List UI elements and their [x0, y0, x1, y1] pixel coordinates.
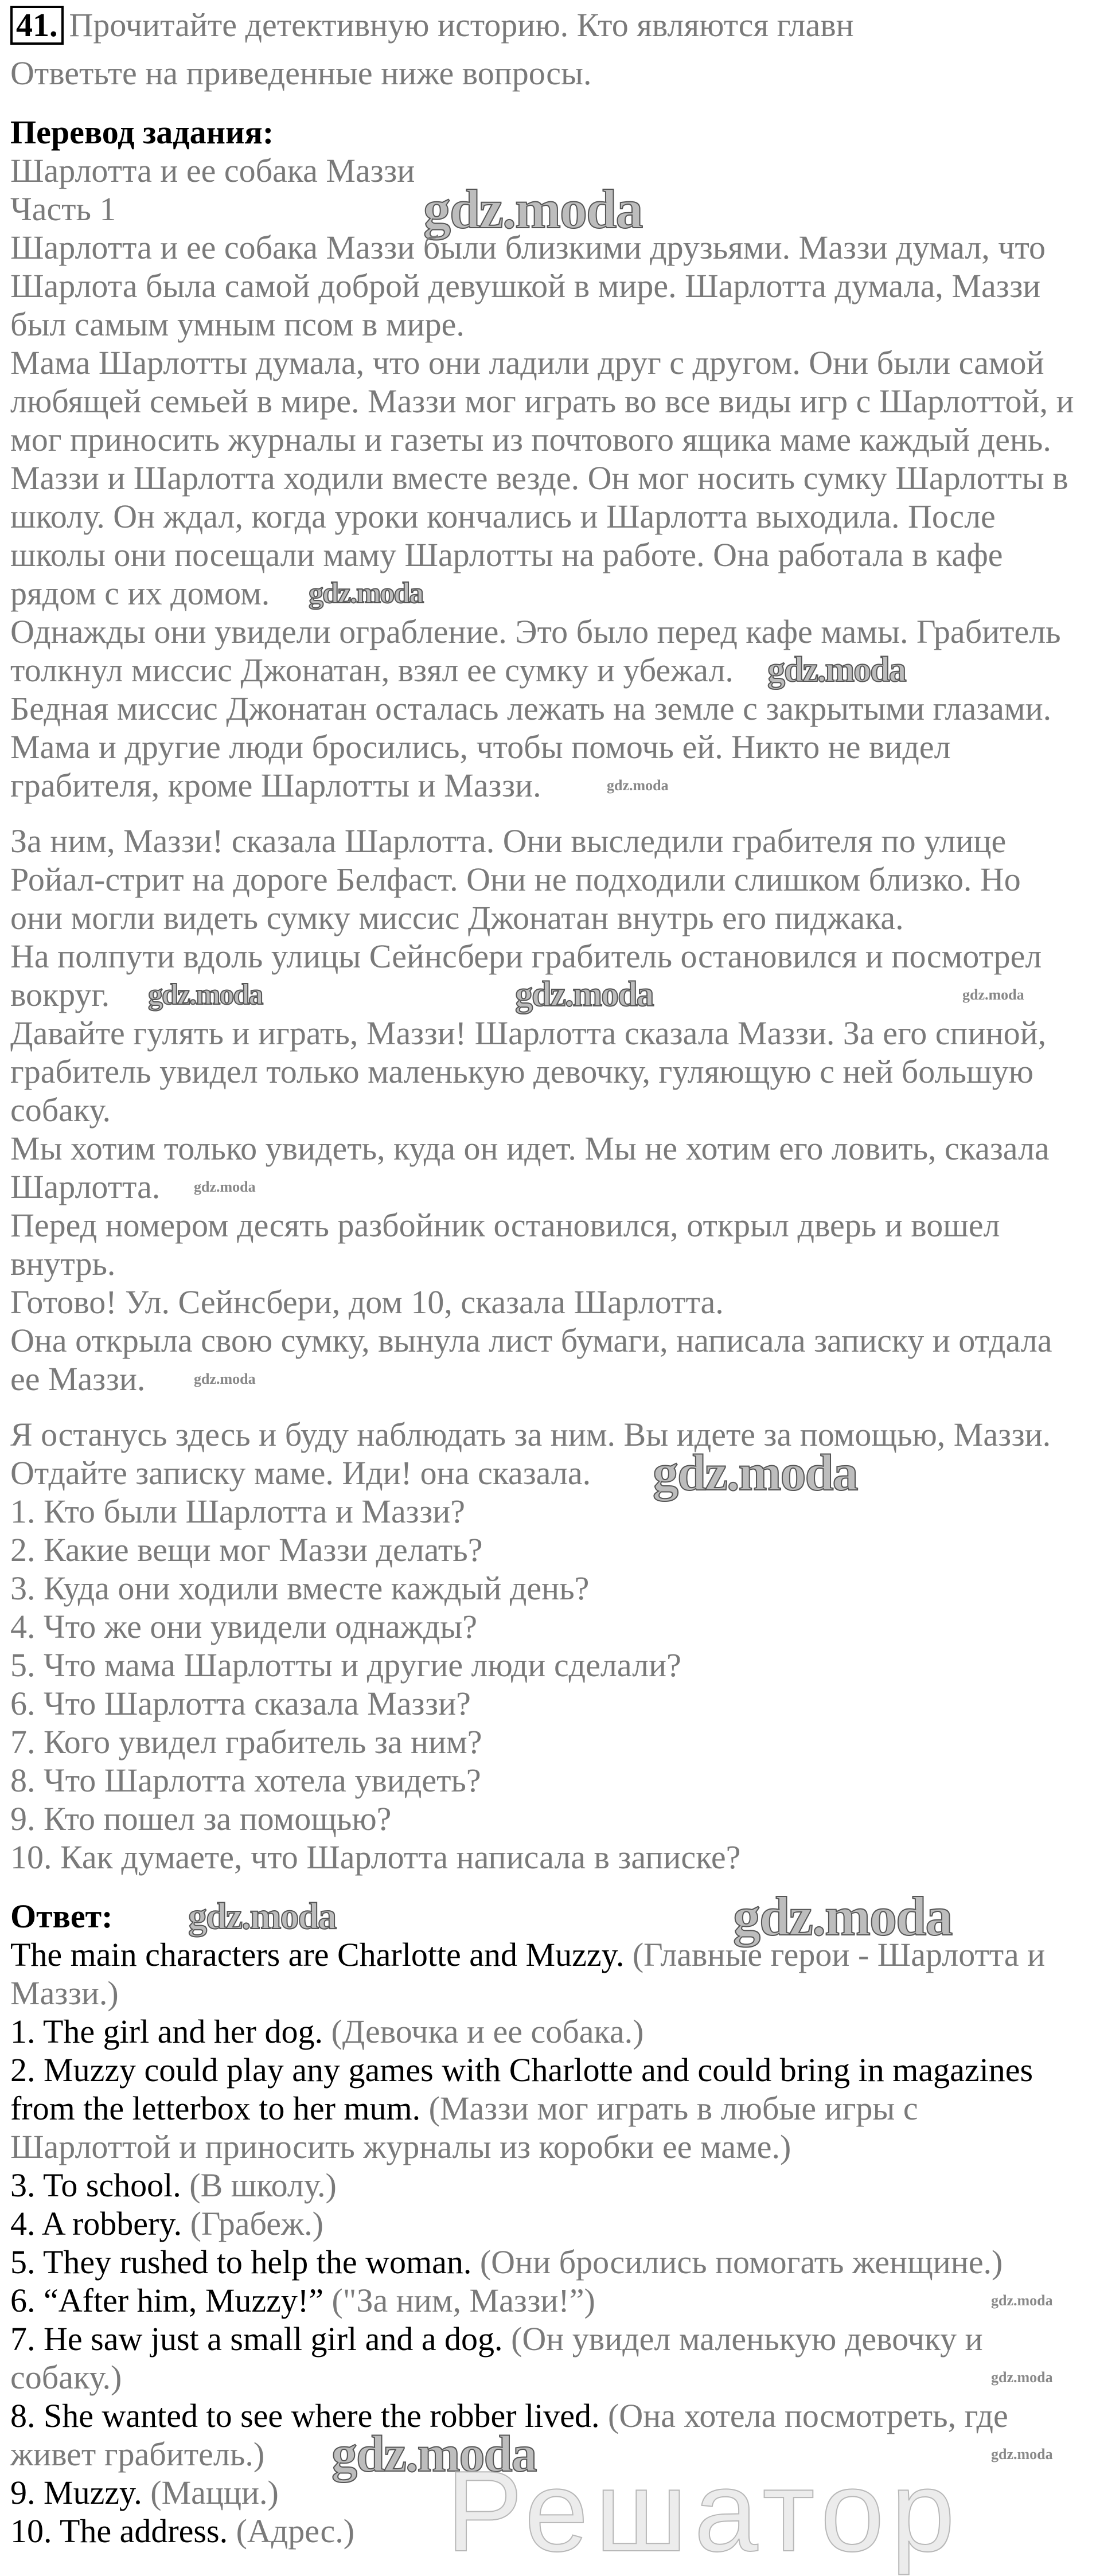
question-item-text: 10. Как думаете, что Шарлотта написала в записке? — [10, 1839, 741, 1876]
story-line-text: На полпути вдоль улицы Сейнсбери грабитель остановился и посмотрел — [10, 938, 1042, 975]
task-instruction-line: Прочитайте детективную историю. Кто являются главн — [69, 6, 854, 44]
watermark-logo: gdz.moda — [309, 577, 423, 610]
story-line-text: За ним, Маззи! сказала Шарлотта. Они выследили грабителя по улице — [10, 822, 1007, 860]
answer-russian: (Грабеж.) — [190, 2205, 323, 2242]
question-item-text: 9. Кто пошел за помощью? — [10, 1800, 392, 1837]
question-item-text: 1. Кто были Шарлотта и Маззи? — [10, 1493, 465, 1530]
story-line — [10, 975, 1089, 1014]
story-line-text: Ройал-стрит на дороге Белфаст. Они не подходили слишком близко. Но — [10, 861, 1021, 898]
story-line — [10, 1244, 1089, 1283]
story-line-text: любящей семьей в мире. Маззи мог играть во все виды игр с Шарлоттой, и — [10, 383, 1074, 420]
story-line — [10, 267, 1089, 305]
questions-list — [10, 1492, 1089, 1876]
question-item — [10, 1646, 1089, 1684]
answer-heading — [10, 1886, 1089, 1947]
story-line — [10, 1360, 1089, 1398]
question-item — [10, 1761, 1089, 1800]
story-line — [10, 574, 1089, 612]
answer-russian: Маззи.) — [10, 1974, 119, 2012]
answer-english: The main characters are Charlotte and Muzzy. — [10, 1936, 633, 1973]
story-line-text: грабителя, кроме Шарлотты и Маззи. — [10, 767, 541, 804]
story-line — [10, 382, 1089, 420]
story-line-text: Бедная миссис Джонатан осталась лежать на земле с закрытыми глазами. — [10, 690, 1052, 727]
answer-russian: (Она хотела посмотреть, где — [608, 2397, 1008, 2434]
story-line-text: Готово! Ул. Сейнсбери, дом 10, сказала Шарлотта. — [10, 1283, 724, 1321]
story-line — [10, 536, 1089, 574]
question-item — [10, 1607, 1089, 1646]
watermark-outline: Решатор — [446, 2448, 962, 2575]
story-part-text: Часть 1 — [10, 190, 116, 228]
story-line — [10, 228, 1089, 267]
story-line-text: собаку. — [10, 1091, 111, 1129]
answer-heading-text: Ответ: — [10, 1898, 113, 1935]
question-item-text: 4. Что же они увидели однажды? — [10, 1608, 477, 1645]
answer-russian: (Мацци.) — [150, 2474, 279, 2511]
answer-english: 8. She wanted to see where the robber lived. — [10, 2397, 609, 2434]
story-line-text: Я останусь здесь и буду наблюдать за ним. Вы идете за помощью, Маззи. — [10, 1416, 1051, 1453]
story-line-text: вокруг. — [10, 976, 110, 1013]
story-line — [10, 1052, 1089, 1091]
watermark-small: gdz.moda — [194, 1178, 256, 1195]
watermark-small: gdz.moda — [607, 777, 669, 794]
question-item — [10, 1838, 1089, 1876]
story-line-text: Маззи и Шарлотта ходили вместе везде. Он мог носить сумку Шарлотты в — [10, 459, 1068, 497]
task-number: 41. — [10, 6, 64, 45]
answer-english: 3. To school. — [10, 2167, 190, 2204]
story-line-text: Давайте гулять и играть, Маззи! Шарлотта сказала Маззи. За его спиной, — [10, 1014, 1047, 1052]
story-line-text: они могли видеть сумку миссис Джонатан внутрь его пиджака. — [10, 899, 904, 936]
story-line-text: Шарлота была самой доброй девушкой в мире. Шарлотта думала, Маззи — [10, 267, 1041, 305]
answer-line — [10, 2051, 1089, 2089]
story-line — [10, 497, 1089, 536]
watermark-small: gdz.moda — [194, 1371, 256, 1387]
answer-russian: Шарлоттой и приносить журналы из коробки ее маме.) — [10, 2128, 791, 2165]
answer-russian: (Он увидел маленькую девочку и — [511, 2320, 983, 2358]
story-line — [10, 1445, 1089, 1501]
answer-line — [10, 2320, 1089, 2358]
question-item-text: 8. Что Шарлотта хотела увидеть? — [10, 1762, 481, 1799]
answer-line — [10, 2089, 1089, 2128]
answer-russian: (Маззи мог играть в любые игры с — [428, 2090, 918, 2127]
question-item-text: 2. Какие вещи мог Маззи делать? — [10, 1531, 483, 1568]
story-line-text: ее Маззи. — [10, 1360, 146, 1398]
answer-line — [10, 2512, 1089, 2550]
answer-russian: ("За ним, Маззи!”) — [331, 2282, 595, 2319]
story-line — [10, 344, 1089, 382]
watermark-logo: gdz.moda — [423, 178, 642, 240]
answer-line — [10, 2358, 1089, 2397]
story-line — [10, 651, 1089, 689]
answer-english: from the letterbox to her mum. — [10, 2090, 429, 2127]
task-instruction-line: Ответьте на приведенные ниже вопросы. — [10, 54, 592, 92]
story-line-text: Мама Шарлотты думала, что они ладили друг с другом. Они были самой — [10, 344, 1044, 381]
question-item-text: 5. Что мама Шарлотты и другие люди сделали? — [10, 1646, 681, 1684]
answer-english: 5. They rushed to help the woman. — [10, 2243, 480, 2281]
answer-line — [10, 2012, 1089, 2051]
story-line — [10, 1168, 1089, 1206]
watermark-small: gdz.moda — [991, 2292, 1053, 2309]
story-line-text: школу. Он ждал, когда уроки кончались и Шарлотта выходила. После — [10, 498, 996, 535]
watermark-small: gdz.moda — [991, 2446, 1053, 2462]
document — [10, 6, 1089, 2575]
answer-russian: (Главные герои - Шарлотта и — [632, 1936, 1046, 1973]
story-line — [10, 728, 1089, 766]
story-line-text: Однажды они увидели ограбление. Это было перед кафе мамы. Грабитель — [10, 613, 1061, 650]
story-title: Шарлотта и ее собака Маззи — [10, 152, 415, 189]
answer-russian: (Девочка и ее собака.) — [331, 2013, 644, 2050]
watermark-small: gdz.moda — [991, 2369, 1053, 2386]
story-line-text: Шарлотта. — [10, 1168, 161, 1205]
answer-russian: (Они бросились помогать женщине.) — [479, 2243, 1003, 2281]
story-line-text: Отдайте записку маме. Иди! она сказала. — [10, 1454, 591, 1492]
answer-line — [10, 2166, 1089, 2204]
story-line — [10, 689, 1089, 728]
story-line — [10, 766, 1089, 805]
answer-english: 4. A robbery. — [10, 2205, 190, 2242]
story-line — [10, 1129, 1089, 1168]
question-item-text: 6. Что Шарлотта сказала Маззи? — [10, 1685, 471, 1722]
answer-line — [10, 1974, 1089, 2012]
answer-list — [10, 1935, 1089, 2575]
story-line — [10, 1415, 1089, 1454]
story-line — [10, 899, 1089, 937]
watermark-logo: gdz.moda — [148, 978, 263, 1011]
watermark-logo: gdz.moda — [767, 650, 906, 689]
story-line-text: Она открыла свою сумку, вынула лист бумаги, написала записку и отдала — [10, 1322, 1052, 1359]
story-line — [10, 459, 1089, 497]
story-line-text: Перед номером десять разбойник остановился, открыл дверь и вошел — [10, 1207, 1000, 1244]
answer-line — [10, 2397, 1089, 2435]
story-line — [10, 822, 1089, 860]
question-item-text: 7. Кого увидел грабитель за ним? — [10, 1723, 482, 1761]
question-item — [10, 1723, 1089, 1761]
story-line-text: Шарлотта и ее собака Маззи были близкими друзьями. Маззи думал, что — [10, 229, 1046, 266]
question-item — [10, 1531, 1089, 1569]
answer-line — [10, 1935, 1089, 1974]
story-line — [10, 420, 1089, 459]
answer-line — [10, 2204, 1089, 2243]
story-line — [10, 1206, 1089, 1244]
watermark-logo: gdz.moda — [515, 975, 653, 1014]
question-item — [10, 1492, 1089, 1531]
story-line — [10, 612, 1089, 651]
story-paragraph-2 — [10, 822, 1089, 1398]
answer-english: 10. The address. — [10, 2512, 236, 2550]
question-item-text: 3. Куда они ходили вместе каждый день? — [10, 1570, 590, 1607]
story-paragraph-3 — [10, 1415, 1089, 1501]
watermark-small: gdz.moda — [962, 986, 1024, 1003]
story-line — [10, 937, 1089, 975]
story-part — [10, 178, 1089, 240]
answer-line — [10, 2128, 1089, 2166]
story-line-text: мог приносить журналы и газеты из почтового ящика маме каждый день. — [10, 421, 1051, 458]
watermark-logo: gdz.moda — [733, 1886, 952, 1947]
story-line-text: был самым умным псом в мире. — [10, 306, 465, 343]
story-line — [10, 1014, 1089, 1052]
answer-english: 6. “After him, Muzzy!” — [10, 2282, 332, 2319]
answer-line — [10, 2243, 1089, 2281]
translation-heading: Перевод задания: — [10, 114, 274, 151]
story-line-text: Мы хотим только увидеть, куда он идет. Мы не хотим его ловить, сказала — [10, 1130, 1050, 1167]
answer-english: 2. Muzzy could play any games with Charlotte and could bring in magazines — [10, 2051, 1033, 2089]
story-paragraph-1 — [10, 228, 1089, 805]
story-line — [10, 1091, 1089, 1129]
answer-english: 1. The girl and her dog. — [10, 2013, 331, 2050]
watermark-logo: gdz.moda — [331, 2426, 536, 2483]
story-line — [10, 305, 1089, 344]
watermark-logo: gdz.moda — [653, 1445, 857, 1501]
story-line — [10, 860, 1089, 899]
watermark-logo: gdz.moda — [188, 1895, 336, 1937]
story-line-text: толкнул миссис Джонатан, взял ее сумку и убежал. — [10, 651, 734, 689]
answer-russian: живет грабитель.) — [10, 2436, 265, 2473]
answer-russian: собаку.) — [10, 2359, 122, 2396]
story-line-text: Мама и другие люди бросились, чтобы помочь ей. Никто не видел — [10, 728, 951, 766]
story-line-text: школы они посещали маму Шарлотты на работе. Она работала в кафе — [10, 536, 1003, 573]
task-header — [10, 6, 1089, 44]
story-line — [10, 1321, 1089, 1360]
story-line — [10, 1283, 1089, 1321]
question-item — [10, 1800, 1089, 1838]
story-line-text: грабитель увидел только маленькую девочку, гуляющую с ней большую — [10, 1053, 1033, 1090]
answer-russian: (Адрес.) — [236, 2512, 355, 2550]
answer-english: 9. Muzzy. — [10, 2474, 151, 2511]
answer-english: 7. He saw just a small girl and a dog. — [10, 2320, 512, 2358]
question-item — [10, 1569, 1089, 1607]
question-item — [10, 1684, 1089, 1723]
story-line-text: внутрь. — [10, 1245, 116, 1282]
story-line-text: рядом с их домом. — [10, 575, 270, 612]
answer-line — [10, 2281, 1089, 2320]
answer-russian: (В школу.) — [189, 2167, 337, 2204]
